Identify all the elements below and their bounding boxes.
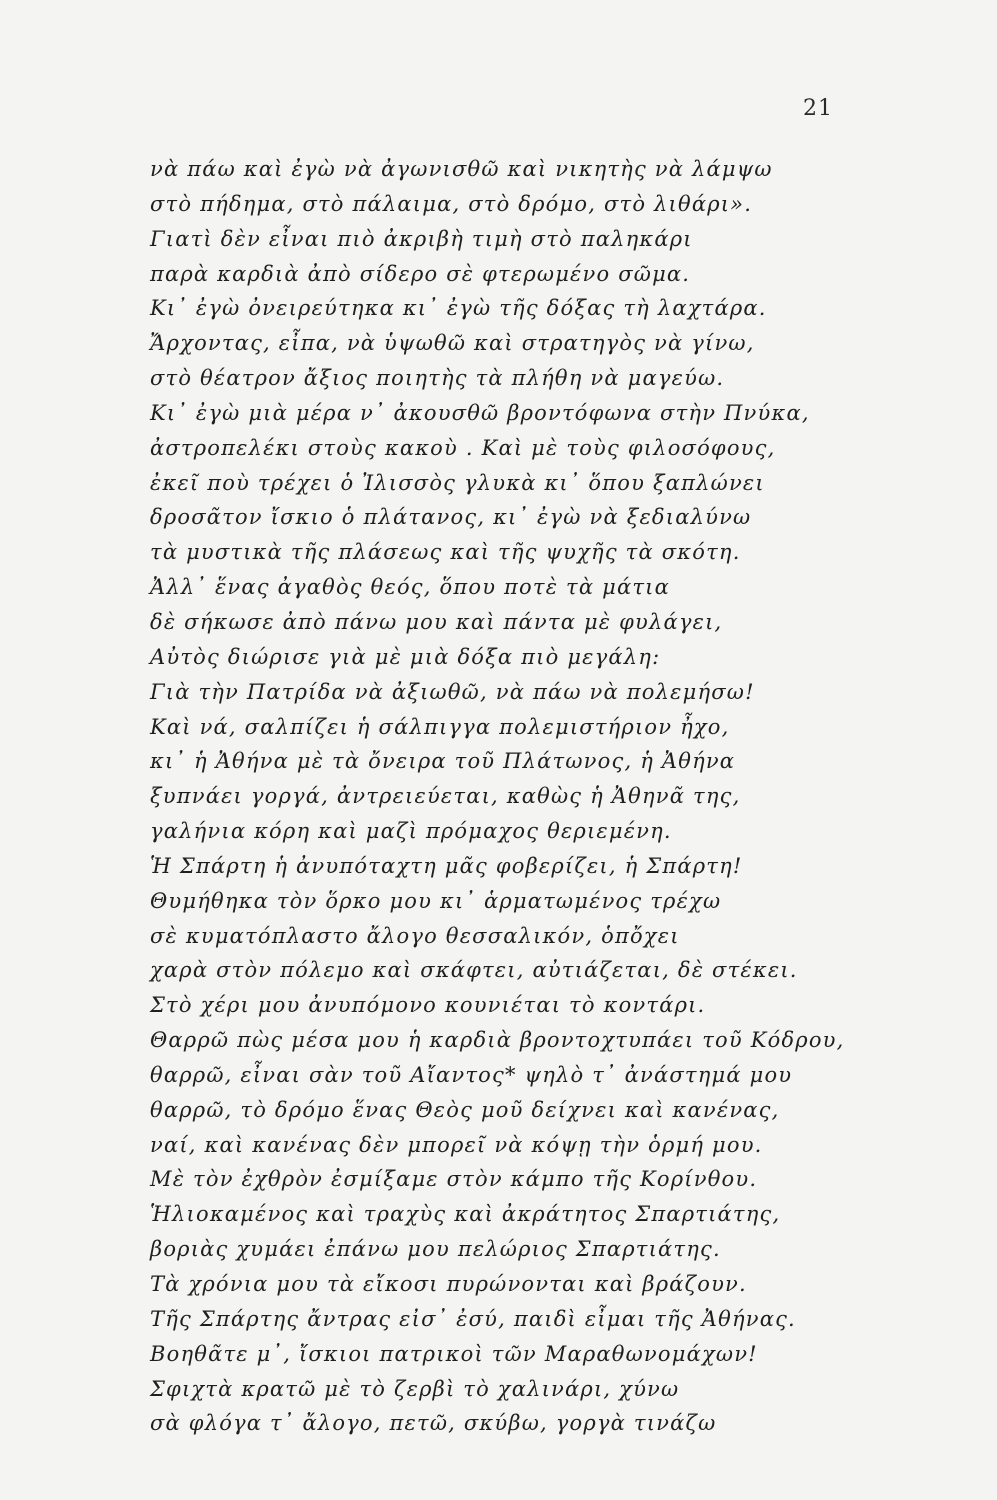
poem-line: παρὰ καρδιὰ ἀπὸ σίδερο σὲ φτερωμένο σῶμα. xyxy=(150,261,691,286)
poem-line: στὸ πήδημα, στὸ πάλαιμα, στὸ δρόμο, στὸ λιθάρι». xyxy=(150,191,753,216)
poem-line: Σφιχτὰ κρατῶ μὲ τὸ ζερβὶ τὸ χαλινάρι, χύνω xyxy=(150,1376,680,1401)
poem-line: Ἄρχοντας, εἶπα, νὰ ὑψωθῶ καὶ στρατηγὸς νὰ γίνω, xyxy=(150,331,755,356)
poem-line: Τὰ χρόνια μου τὰ εἴκοσι πυρώνονται καὶ βράζουν. xyxy=(150,1272,747,1296)
poem-line: Τῆς Σπάρτης ἄντρας εἰσ᾽ ἐσύ, παιδὶ εἶμαι τῆς Ἀθήνας. xyxy=(150,1306,796,1331)
poem-line: ναί, καὶ κανένας δὲν μπορεῖ νὰ κόψῃ τὴν ὁρμή μου. xyxy=(150,1132,763,1157)
poem-line: Αὐτὸς διώρισε γιὰ μὲ μιὰ δόξα πιὸ μεγάλη: xyxy=(150,644,661,669)
poem-line: στὸ θέατρον ἄξιος ποιητὴς τὰ πλήθη νὰ μαγεύω. xyxy=(150,366,725,391)
poem-text xyxy=(150,152,870,1441)
poem-line: Βοηθᾶτε μ᾽, ἴσκιοι πατρικοὶ τῶν Μαραθωνομάχων! xyxy=(150,1341,758,1366)
poem-line: Κι᾽ ἐγὼ ὀνειρεύτηκα κι᾽ ἐγὼ τῆς δόξας τὴ λαχτάρα. xyxy=(150,296,767,321)
poem-line: Ἀλλ᾽ ἕνας ἀγαθὸς θεός, ὅπου ποτὲ τὰ μάτια xyxy=(150,575,670,600)
poem-line: Καὶ νά, σαλπίζει ἡ σάλπιγγα πολεμιστήριον ἦχο, xyxy=(150,714,730,739)
poem-line: Θυμήθηκα τὸν ὅρκο μου κι᾽ ἁρματωμένος τρέχω xyxy=(150,888,722,913)
poem-line: Ἡ Σπάρτη ἡ ἀνυπόταχτη μᾶς φοβερίζει, ἡ Σπάρτη! xyxy=(150,853,743,878)
poem-line: σὰ φλόγα τ᾽ ἄλογο, πετῶ, σκύβω, γοργὰ τινάζω xyxy=(150,1411,717,1436)
poem-line: νὰ πάω καὶ ἐγὼ νὰ ἀγωνισθῶ καὶ νικητὴς νὰ λάμψω xyxy=(150,157,773,181)
poem-line: Ἡλιοκαμένος καὶ τραχὺς καὶ ἀκράτητος Σπαρτιάτης, xyxy=(150,1202,781,1227)
poem-line: γαλήνια κόρη καὶ μαζὶ πρόμαχος θεριεμένη. xyxy=(150,819,672,844)
poem-line: ξυπνάει γοργά, ἀντρειεύεται, καθὼς ἡ Ἀθηνᾶ της, xyxy=(150,784,741,809)
poem-line: δροσᾶτον ἴσκιο ὁ πλάτανος, κι᾽ ἐγὼ νὰ ξεδιαλύνω xyxy=(150,505,752,530)
poem-line: βοριὰς χυμάει ἐπάνω μου πελώριος Σπαρτιάτης. xyxy=(150,1237,721,1262)
poem-line: δὲ σήκωσε ἀπὸ πάνω μου καὶ πάντα μὲ φυλάγει, xyxy=(150,609,723,634)
poem-line: χαρὰ στὸν πόλεμο καὶ σκάφτει, αὐτιάζεται, δὲ στέκει. xyxy=(150,958,798,983)
poem-line: σὲ κυματόπλαστο ἄλογο θεσσαλικόν, ὁπὄχει xyxy=(150,923,680,948)
poem-line: Κι᾽ ἐγὼ μιὰ μέρα ν᾽ ἀκουσθῶ βροντόφωνα στὴν Πνύκα, xyxy=(150,400,810,425)
poem-line: ἐκεῖ ποὺ τρέχει ὁ Ἰλισσὸς γλυκὰ κι᾽ ὅπου ξαπλώνει xyxy=(150,470,765,495)
poem-line: Στὸ χέρι μου ἀνυπόμονο κουνιέται τὸ κοντάρι. xyxy=(150,993,706,1018)
poem-line: θαρρῶ, τὸ δρόμο ἕνας Θεὸς μοῦ δείχνει καὶ κανένας, xyxy=(150,1097,780,1122)
poem-line: ἀστροπελέκι στοὺς κακοὺ . Καὶ μὲ τοὺς φιλοσόφους, xyxy=(150,435,776,460)
poem-line: Μὲ τὸν ἐχθρὸν ἐσμίξαμε στὸν κάμπο τῆς Κορίνθου. xyxy=(150,1167,758,1192)
poem-line: Γιὰ τὴν Πατρίδα νὰ ἀξιωθῶ, νὰ πάω νὰ πολεμήσω! xyxy=(150,679,755,704)
poem-line: Γιατὶ δὲν εἶναι πιὸ ἀκριβὴ τιμὴ στὸ παληκάρι xyxy=(150,226,693,251)
page-number: 21 xyxy=(803,96,833,121)
poem-line: Θαρρῶ πὼς μέσα μου ἡ καρδιὰ βροντοχτυπάει τοῦ Κόδρου, xyxy=(150,1028,845,1053)
poem-line: τὰ μυστικὰ τῆς πλάσεως καὶ τῆς ψυχῆς τὰ σκότη. xyxy=(150,540,741,565)
poem-line: κι᾽ ἡ Ἀθήνα μὲ τὰ ὄνειρα τοῦ Πλάτωνος, ἡ Ἀθήνα xyxy=(150,749,736,774)
poem-line: θαρρῶ, εἶναι σὰν τοῦ Αἴαντος* ψηλὸ τ᾽ ἀνάστημά μου xyxy=(150,1062,793,1087)
